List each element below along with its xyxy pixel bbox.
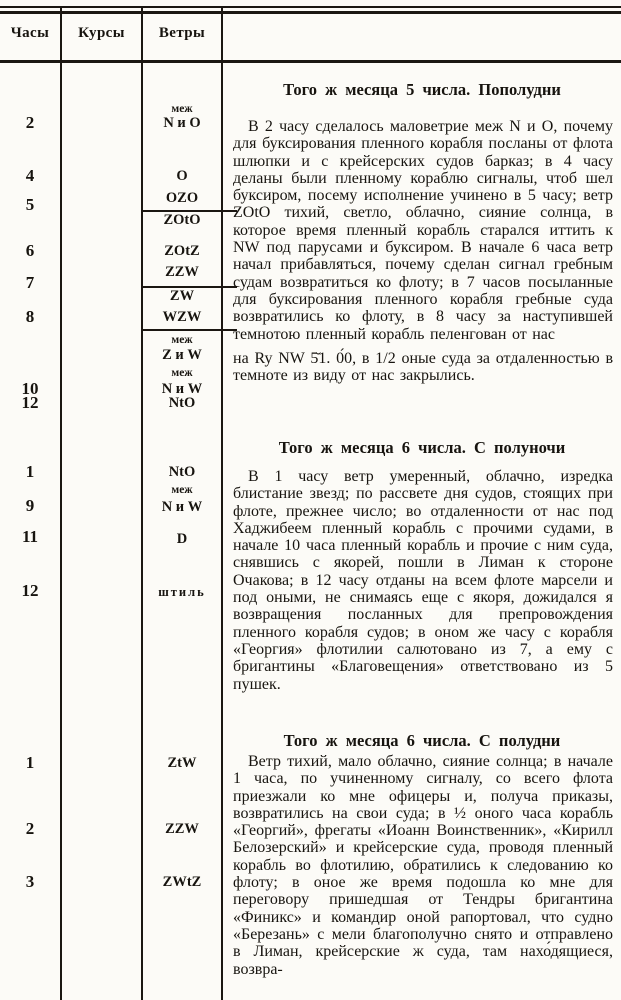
hour-cell: 5: [25, 195, 35, 214]
hour-cell: 7: [25, 273, 35, 292]
wind-cell: ZOtZ: [164, 243, 200, 259]
log-paragraph: В 2 часу сделалось маловетрие меж N и O, почему для буксирования пленного корабля посланы от флота шлюпки и с крейсерских судов барказ; в 4 часу деланы были пленному кораблю сигналы, чтоб шел буксиром, посему исполнение учинено в 5 часу; ветр ZOtO тихий, светло, облачно, сияние солнца, в которое время пленный корабль старался иттить к NW под парусами и буксиром. В начале 6 часа ветр начал прибавляться, почему сделан сигнал гребным судам возвратиться ко флоту; в 7 часов посыланные для буксирования пленного корабля гребные суда возвратились ко флоту, в 8 часу за наступившей темнотою пленный корабль пеленгован от нас: [233, 118, 613, 343]
column-header-hours: Часы: [10, 25, 50, 41]
wind-cell: меж: [171, 484, 193, 496]
wind-cell: ZWtZ: [162, 874, 202, 890]
column-divider-hours-courses: [60, 6, 62, 1000]
hour-cell: 8: [25, 307, 35, 326]
wind-cell: N и W: [161, 499, 203, 515]
wind-cell: штиль: [158, 585, 206, 599]
wind-cell: D: [176, 531, 188, 547]
table-top-rule-thin: [0, 6, 621, 8]
wind-cell: ZW: [169, 288, 195, 304]
wind-group-divider: [142, 286, 237, 288]
hour-cell: 3: [25, 872, 35, 891]
section-body: [233, 753, 613, 978]
section-heading: Того ж месяца 6 числа. С полудни: [283, 731, 561, 750]
hour-cell: 1: [25, 753, 35, 772]
wind-group-divider: [142, 210, 237, 212]
hour-cell: 2: [25, 819, 35, 838]
section-heading: Того ж месяца 5 числа. Пополудни: [283, 80, 561, 99]
wind-cell: меж: [171, 103, 193, 115]
wind-cell: меж: [171, 334, 193, 346]
wind-cell: ZZW: [165, 821, 199, 837]
wind-cell: N и O: [163, 115, 201, 131]
section-body: [233, 468, 613, 693]
column-header-courses: Курсы: [78, 25, 125, 41]
wind-cell: WZW: [162, 309, 202, 325]
wind-cell: ZOtO: [163, 212, 201, 228]
log-paragraph: Ветр тихий, мало облачно, сияние солнца; в начале 1 часа, по учиненному сигналу, со всего флота приезжали ко мне офицеры и, получа приказы, возвратились на свои суда; в ½ оного часа корабль «Георгий», фрегаты «Иоанн Воинственник», «Кирилл Белозерский» и крейсерские суда, проводя пленный корабль во флотилию, обратились к следованию ко флоту; в оное же время подошла ко мне для переговору пришедшая от Тендры бригантина «Финикс» и командир оной рапортовал, что судно «Березань» с мели благополучно снято и отправлено в Лиман, крейсерские ж суда, там нахо́дящиеся, возвра-: [233, 753, 613, 978]
hour-cell: 9: [25, 496, 35, 515]
section-body: [233, 118, 613, 384]
wind-cell: ZtW: [167, 755, 197, 771]
hour-cell: 12: [21, 393, 39, 412]
wind-cell: O: [176, 168, 188, 184]
wind-cell: Z и W: [162, 347, 202, 363]
hour-cell: 2: [25, 113, 35, 132]
hour-cell: 1: [25, 462, 35, 481]
log-paragraph: В 1 часу ветр умеренный, облачно, изредка блистание звезд; по рассвете дня судов, стоящих при флоте, прежнее число; во отдаленности от нас под Хаджибеем пленный корабль с прочими судами, в начале 10 часа пленный корабль и прочие с ним суда, снявшись с якорей, пошли в Лиман к стороне Очакова; в 12 часу отданы на всем флоте марсели и под оными, не снимаясь еще с якоря, дожидался я возвращения посланных для препровождения пленного корабля судов; в оном же часу с корабля «Георгия» флотилии салютовано из 7, а ему с бригантины «Благовещения» ответствовано из 5 пушек.: [233, 468, 613, 693]
section-heading: Того ж месяца 6 числа. С полуночи: [278, 438, 566, 457]
wind-group-divider: [142, 329, 237, 331]
table-header-bottom-rule: [0, 60, 621, 63]
wind-cell: ZZW: [165, 264, 199, 280]
column-header-winds: Ветры: [158, 25, 206, 41]
wind-cell: NtO: [168, 464, 196, 480]
hour-cell: 4: [25, 166, 35, 185]
wind-cell: OZO: [165, 190, 199, 206]
wind-cell: NtO: [168, 395, 196, 411]
hour-cell: 11: [21, 527, 39, 546]
hour-cell: 12: [21, 581, 39, 600]
hour-cell: 10: [21, 379, 39, 398]
column-divider-winds-text: [221, 6, 223, 1000]
wind-cell: N и W: [161, 381, 203, 397]
wind-cell: меж: [171, 367, 193, 379]
hour-cell: 6: [25, 241, 35, 260]
log-paragraph: на Ry NW 5̆1. 0́0, в 1/2 оные суда за отдаленностью в темноте из виду от нас закрылись.: [233, 349, 613, 385]
table-top-rule-thick: [0, 11, 621, 14]
